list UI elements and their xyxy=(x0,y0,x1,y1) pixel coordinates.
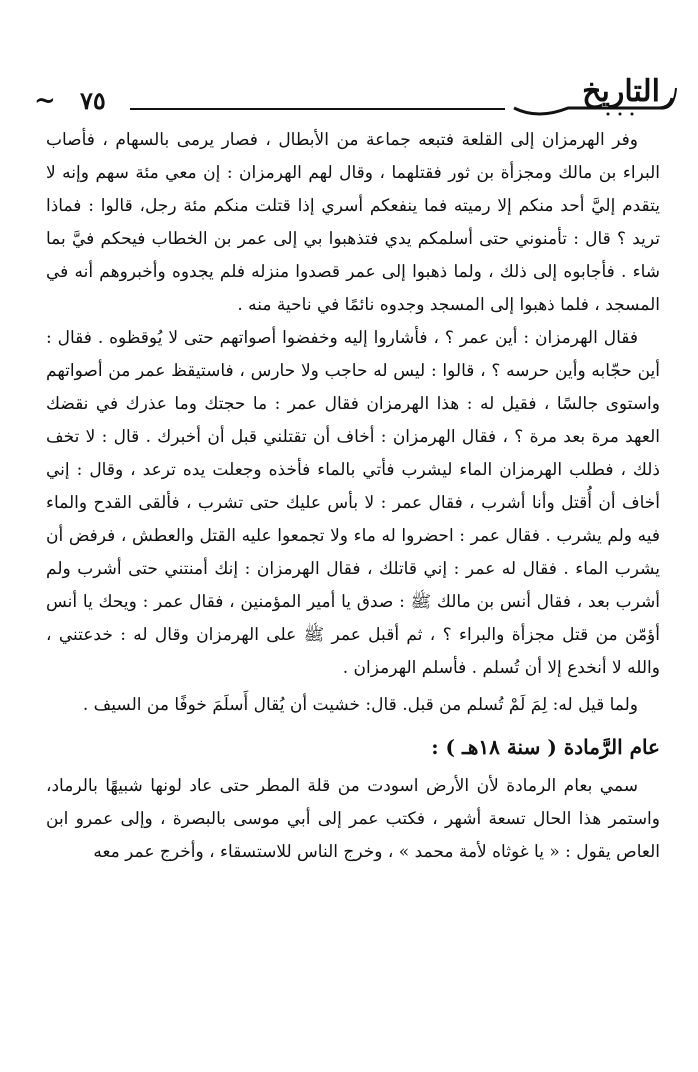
body-text xyxy=(46,124,660,869)
ornament-mark: ~ xyxy=(34,86,56,116)
paragraph: فقال الهرمزان : أين عمر ؟ ، فأشاروا إليه وخفضوا أصواتهم حتى لا يُوقظوه . فقال : أين حجّابه وأين حرسه ؟ ، قالوا : ليس له حاجب ولا حارس ، فاستيقظ عمر من أصواتهم واستوى جالسًا ، فقيل له : هذا الهرمزان فقال عمر : ما حجتك وما عذرك في نقضك العهد مرة بعد مرة ؟ ، فقال الهرمزان : أخاف أن تقتلني قبل أن أخبرك . قال : لا تخف ذلك ، فطلب الهرمزان الماء ليشرب فأتي بالماء فأخذه وجعلت يده ترعد ، وقال : إني أخاف أن أُقتل وأنا أشرب ، فقال عمر : لا بأس عليك حتى تشرب ، فألقى القدح والماء فيه ولم يشرب . فقال عمر : احضروا له ماء ولا تجمعوا عليه القتل والعطش ، فرفض أن يشرب الماء . فقال له عمر : إني قاتلك ، فقال الهرمزان : إنك أمنتني حتى أشرب ولم أشرب بعد ، فقال أنس بن مالك ﷺ : صدق يا أمير المؤمنين ، فقال عمر : ويحك يا أنس أؤمّن من قتل مجزأة والبراء ؟ ، ثم أقبل عمر ﷺ على الهرمزان وقال له : خدعتني ، والله لا أنخدع إلا أن تُسلم . فأسلم الهرمزان . xyxy=(46,328,660,678)
paragraph: وفر الهرمزان إلى القلعة فتبعه جماعة من الأبطال ، فصار يرمى بالسهام ، فأصاب البراء بن مالك ومجزأة بن ثور فقتلهما ، وقال لهم الهرمزان : إن معي مئة سهم وإنه لا يتقدم إليَّ أحد منكم إلا رميته فما ينفعكم أسري إذا قتلت منكم مئة رجل، قالوا : فماذا تريد ؟ قال : تأمنوني حتى أسلمكم يدي فتذهبوا بي إلى عمر بن الخطاب فيحكم فيَّ بما شاء . فأجابوه إلى ذلك ، ولما ذهبوا إلى عمر قصدوا منزله فلم يجدوه وأخبروهم أنه في المسجد ، فلما ذهبوا إلى المسجد وجدوه نائمًا في ناحية منه . xyxy=(46,130,660,315)
paragraph: ولما قيل له: لِمَ لَمْ تُسلم من قبل. قال: خشيت أن يُقال أَسلَمَ خوفًا من السيف . xyxy=(82,695,638,715)
page-number: ٧٥ xyxy=(80,86,106,115)
page-header xyxy=(28,58,678,116)
running-title xyxy=(508,68,678,118)
section-heading: عام الرَّمادة ( سنة ١٨هـ ) : xyxy=(431,735,660,759)
header-rule xyxy=(130,108,505,110)
running-title-text: التاريخ xyxy=(582,74,660,109)
paragraph: سمي بعام الرمادة لأن الأرض اسودت من قلة المطر حتى عاد لونها شبيهًا بالرماد، واستمر هذا الحال تسعة أشهر ، فكتب عمر إلى أبي موسى بالبصرة ، وإلى عمرو ابن العاص يقول : « يا غوثاه لأمة محمد » ، وخرج الناس للاستسقاء ، وأخرج عمر معه xyxy=(46,776,660,862)
